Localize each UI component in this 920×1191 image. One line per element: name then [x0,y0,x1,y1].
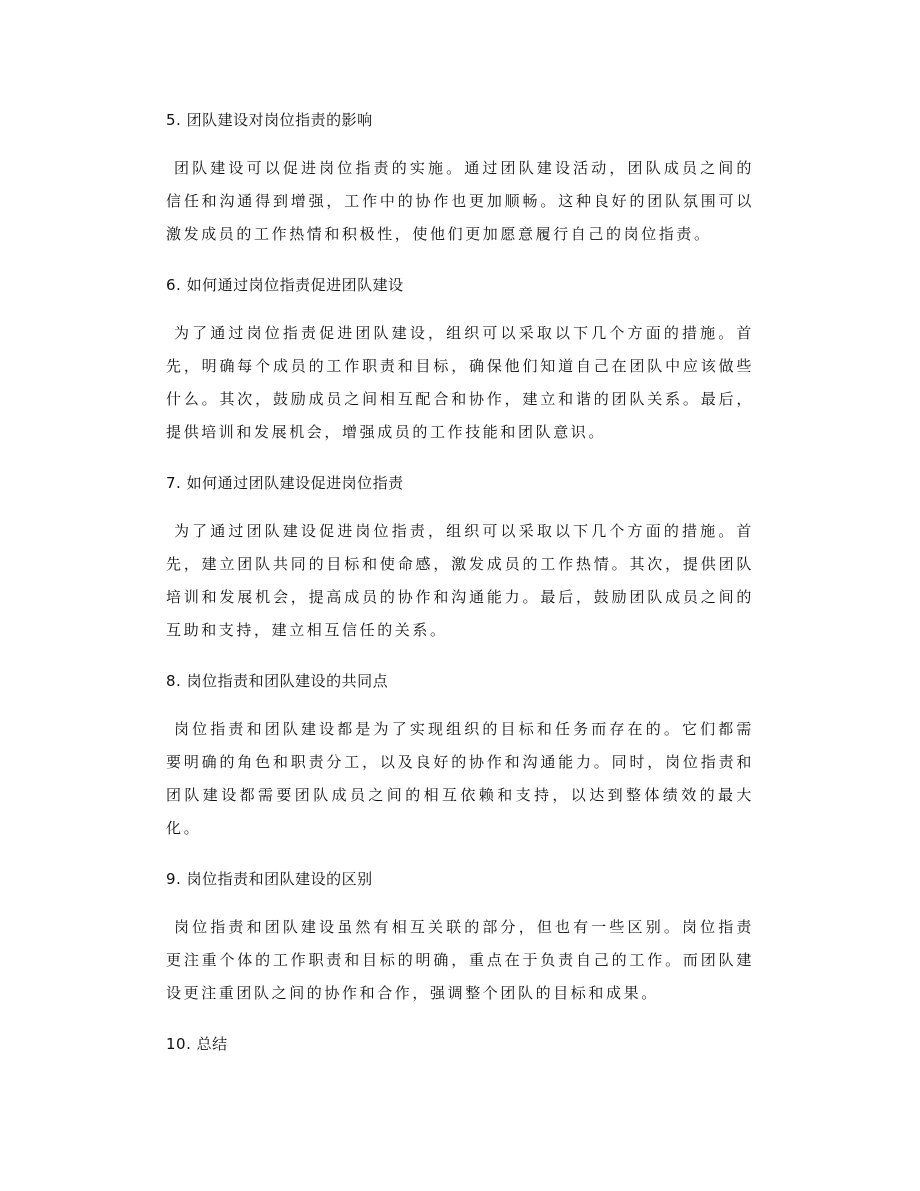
section-paragraph: 岗位指责和团队建设都是为了实现组织的目标和任务而存在的。它们都需要明确的角色和职责分工，以及良好的协作和沟通能力。同时，岗位指责和团队建设都需要团队成员之间的相互依赖和支持，以达到整体绩效的最大化。 [166,720,754,837]
section-heading: 7. 如何通过团队建设促进岗位指责 [166,474,404,492]
section-paragraph: 为了通过团队建设促进岗位指责，组织可以采取以下几个方面的措施。首先，建立团队共同的目标和使命感，激发成员的工作热情。其次，提供团队培训和发展机会，提高成员的协作和沟通能力。最后，鼓励团队成员之间的互助和支持，建立相互信任的关系。 [166,522,754,639]
section-8 [166,667,754,845]
section-9 [166,865,754,1010]
section-5 [166,106,754,251]
section-heading: 9. 岗位指责和团队建设的区别 [166,870,373,888]
section-6 [166,271,754,449]
document-body [166,106,754,1076]
section-7 [166,469,754,647]
section-heading: 5. 团队建设对岗位指责的影响 [166,111,373,129]
section-heading: 6. 如何通过岗位指责促进团队建设 [166,276,404,294]
section-10 [166,1030,754,1058]
section-heading: 10. 总结 [166,1035,228,1053]
section-heading: 8. 岗位指责和团队建设的共同点 [166,672,389,690]
section-paragraph: 为了通过岗位指责促进团队建设，组织可以采取以下几个方面的措施。首先，明确每个成员的工作职责和目标，确保他们知道自己在团队中应该做些什么。其次，鼓励成员之间相互配合和协作，建立和谐的团队关系。最后，提供培训和发展机会，增强成员的工作技能和团队意识。 [166,324,754,441]
section-paragraph: 岗位指责和团队建设虽然有相互关联的部分，但也有一些区别。岗位指责更注重个体的工作职责和目标的明确，重点在于负责自己的工作。而团队建设更注重团队之间的协作和合作，强调整个团队的目标和成果。 [166,918,754,1002]
section-paragraph: 团队建设可以促进岗位指责的实施。通过团队建设活动，团队成员之间的信任和沟通得到增强，工作中的协作也更加顺畅。这种良好的团队氛围可以激发成员的工作热情和积极性，使他们更加愿意履行自己的岗位指责。 [166,159,754,243]
